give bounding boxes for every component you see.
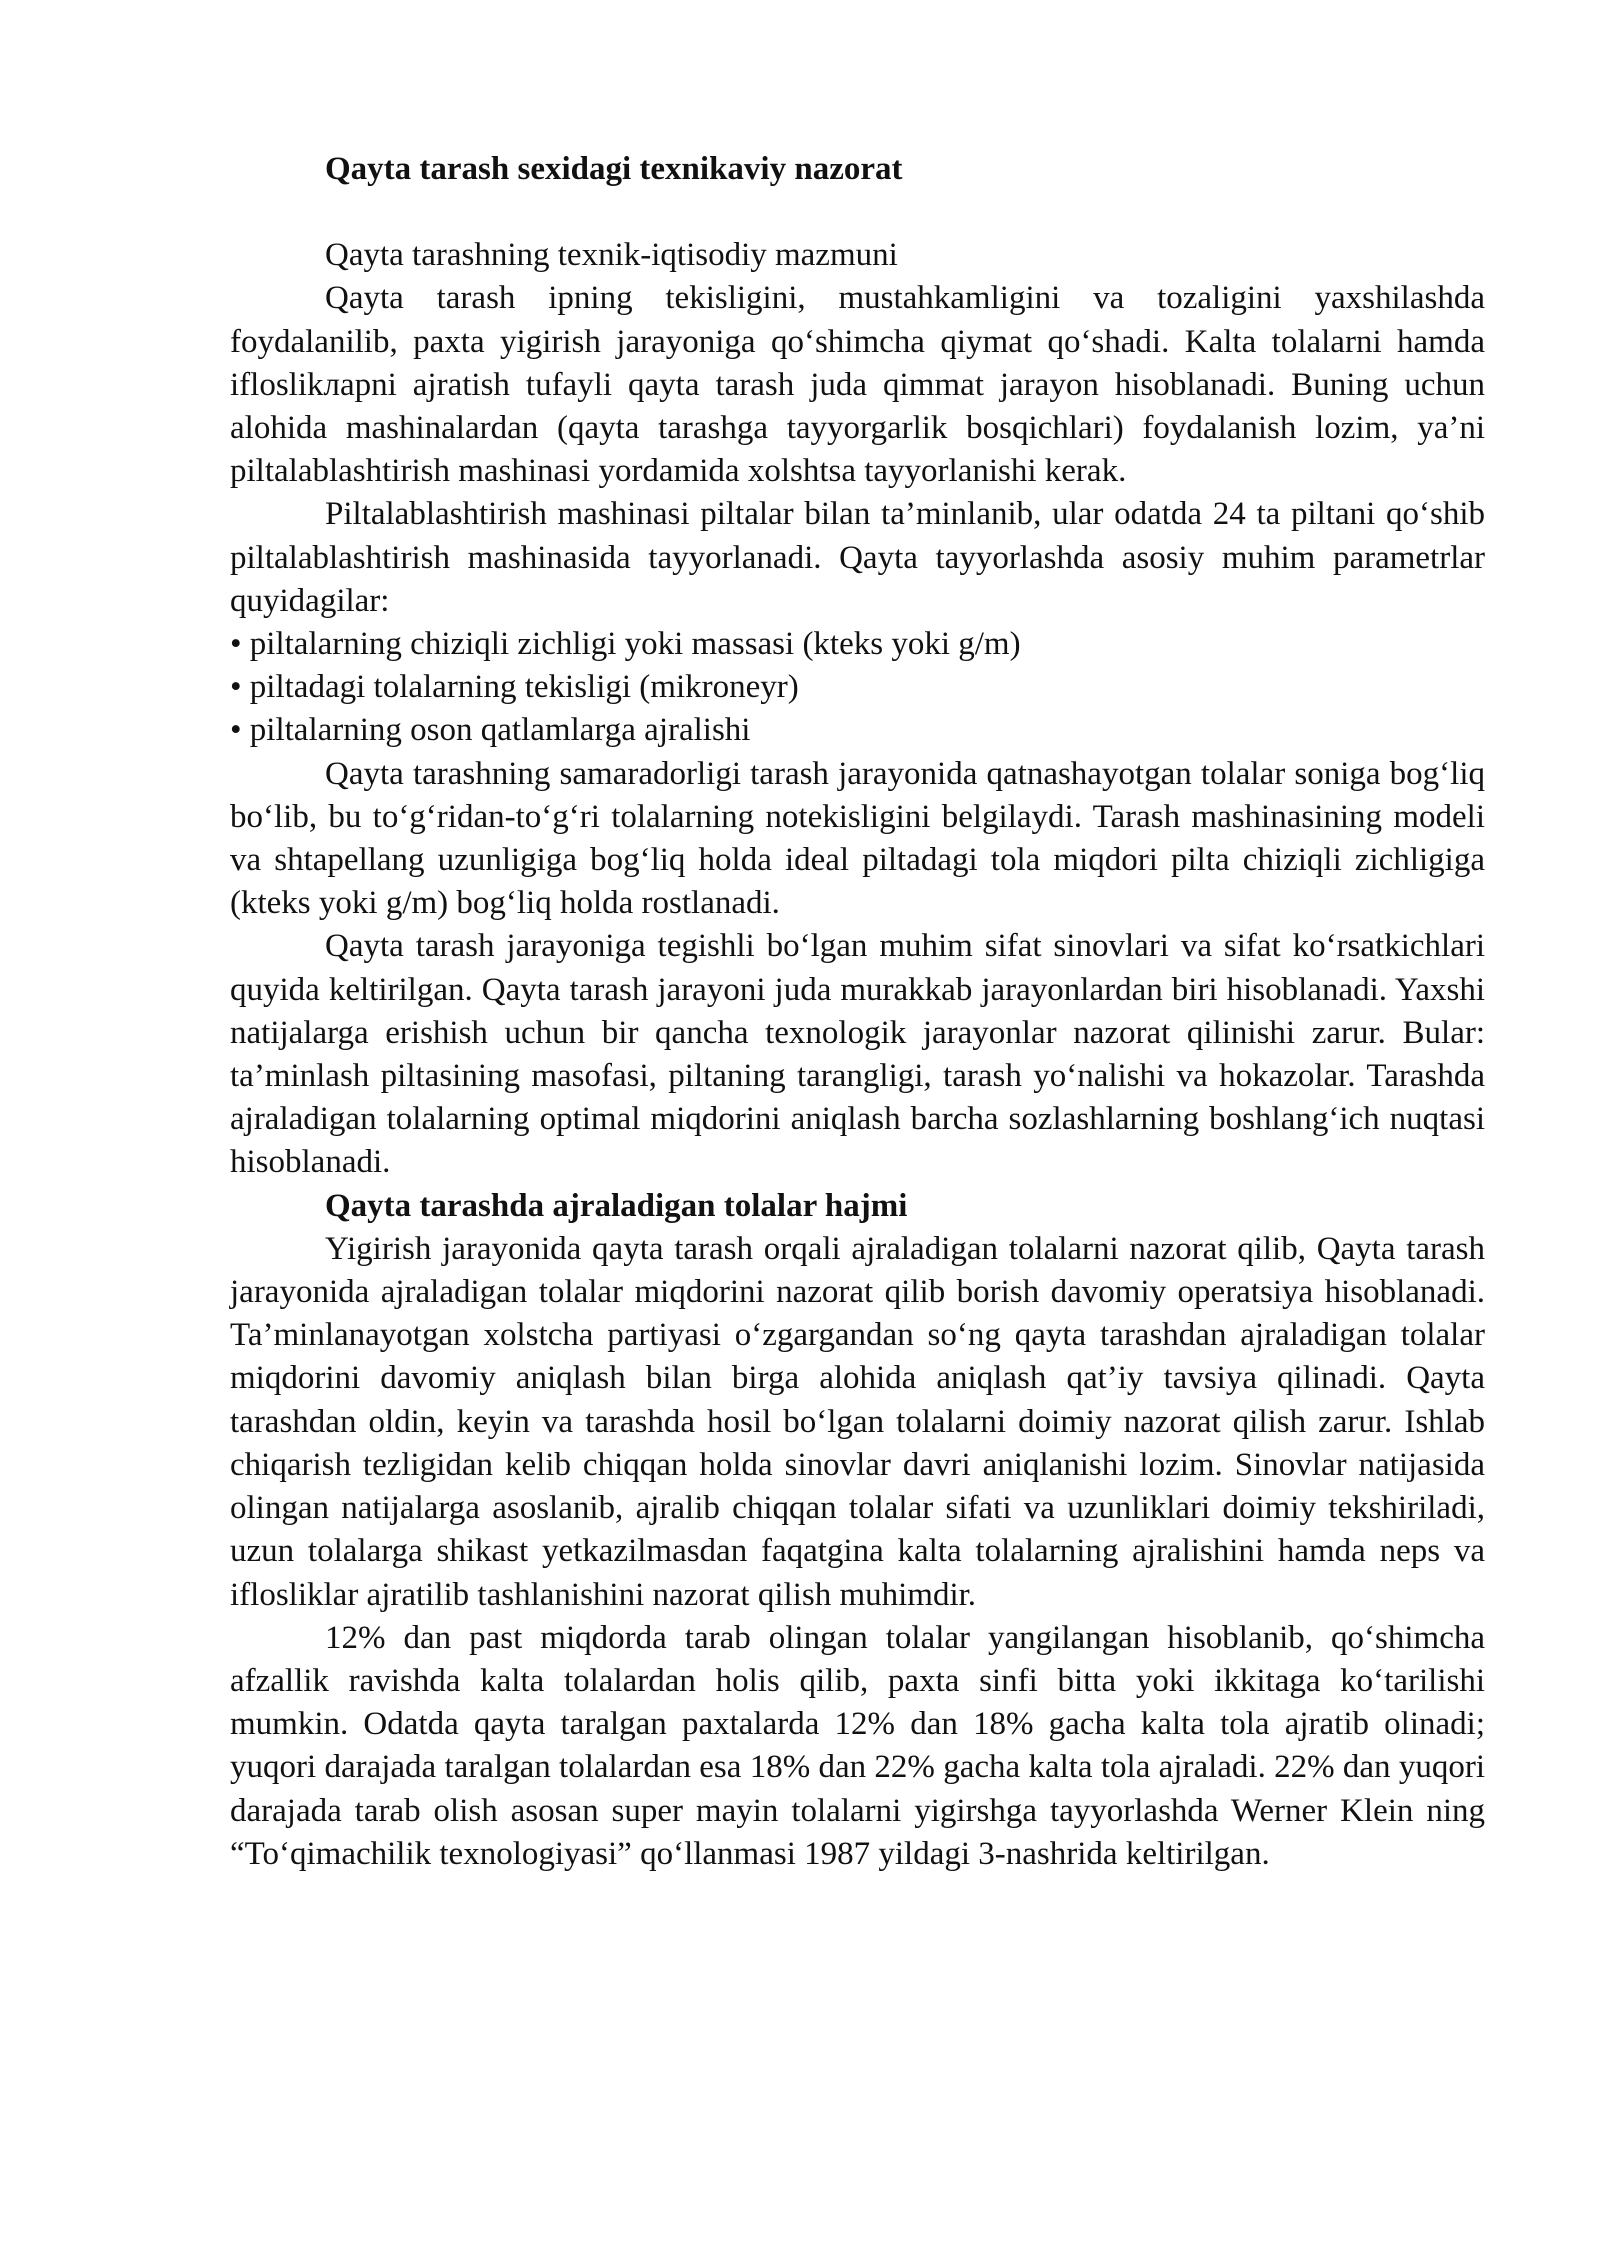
bullet-item: • piltadagi tolalarning tekisligi (mikroneyr) <box>230 669 799 706</box>
paragraph: 12% dan past miqdorda tarab olingan tolalar yangilangan hisoblanib, qo‘shimcha afzallik ravishda kalta tolalardan holis qilib, paxta sinfi bitta yoki ikkitaga ko‘tarilishi mumkin. Odatda qayta taralgan paxtalarda 12% dan 18% gacha kalta tola ajratib olinadi; yuqori darajada taralgan tolalardan esa 18% dan 22% gacha kalta tola ajraladi. 22% dan yuqori darajada tarab olish asosan super mayin tolalarni yigirshga tayyorlashda Werner Klein ning “To‘qimachilik texnologiyasi” qo‘llanmasi 1987 yildagi 3-nashrida keltirilgan. <box>230 1619 1485 1872</box>
paragraph: Yigirish jarayonida qayta tarash orqali ajraladigan tolalarni nazorat qilib, Qayta tarash jarayonida ajraladigan tolalar miqdorini nazorat qilib borish davomiy operatsiya hisoblanadi. Ta’minlanayotgan xolstcha partiyasi o‘zgargandan so‘ng qayta tarashdan ajraladigan tolalar miqdorini davomiy aniqlash bilan birga alohida aniqlash qat’iy tavsiya qilinadi. Qayta tarashdan oldin, keyin va tarashda hosil bo‘lgan tolalarni doimiy nazorat qilish zarur. Ishlab chiqarish tezligidan kelib chiqqan holda sinovlar davri aniqlanishi lozim. Sinovlar natijasida olingan natijalarga asoslanib, ajralib chiqqan tolalar sifati va uzunliklari doimiy tekshiriladi, uzun tolalarga shikast yetkazilmasdan faqatgina kalta tolalarning ajralishini hamda neps va iflosliklar ajratilib tashlanishini nazorat qilish muhimdir. <box>230 1230 1485 1613</box>
bullet-item: • piltalarning chiziqli zichligi yoki massasi (kteks yoki g/m) <box>230 626 1021 663</box>
section-subtitle: Qayta tarashning texnik-iqtisodiy mazmuni <box>325 237 898 274</box>
paragraph: Qayta tarashning samaradorligi tarash jarayonida qatnashayotgan tolalar soniga bog‘liq bo‘lib, bu to‘g‘ridan-to‘g‘ri tolalarning notekisligini belgilaydi. Tarash mashinasining modeli va shtapellang uzunligiga bog‘liq holda ideal piltadagi tola miqdori pilta chiziqli zichligiga (kteks yoki g/m) bog‘liq holda rostlanadi. <box>230 755 1485 922</box>
document-page <box>230 148 1485 1876</box>
paragraph: Piltalablashtirish mashinasi piltalar bilan ta’minlanib, ular odatda 24 ta piltani qo‘shib piltalablashtirish mashinasida tayyorlanadi. Qayta tayyorlashda asosiy muhim parametrlar quyidagilar: <box>230 496 1485 619</box>
document-title: Qayta tarash sexidagi texnikaviy nazorat <box>325 151 903 187</box>
paragraph: Qayta tarash jarayoniga tegishli bo‘lgan muhim sifat sinovlari va sifat ko‘rsatkichlari quyida keltirilgan. Qayta tarash jarayoni juda murakkab jarayonlardan biri hisoblanadi. Yaxshi natijalarga erishish uchun bir qancha texnologik jarayonlar nazorat qilinishi zarur. Bular: ta’minlash piltasining masofasi, piltaning tarangligi, tarash yo‘nalishi va hokazolar. Tarashda ajraladigan tolalarning optimal miqdorini aniqlash barcha sozlashlarning boshlang‘ich nuqtasi hisoblanadi. <box>230 928 1485 1181</box>
bullet-item: • piltalarning oson qatlamlarga ajralishi <box>230 712 751 749</box>
paragraph: Qayta tarash ipning tekisligini, mustahkamligini va tozaligini yaxshilashda foydalanilib, paxta yigirish jarayoniga qo‘shimcha qiymat qo‘shadi. Kalta tolalarni hamda ifloslikларni ajratish tufayli qayta tarash juda qimmat jarayon hisoblanadi. Buning uchun alohida mashinalardan (qayta tarashga tayyorgarlik bosqichlari) foydalanish lozim, ya’ni piltalablashtirish mashinasi yordamida xolshtsa tayyorlanishi kerak. <box>230 280 1485 490</box>
section-heading: Qayta tarashda ajraladigan tolalar hajmi <box>325 1187 908 1224</box>
